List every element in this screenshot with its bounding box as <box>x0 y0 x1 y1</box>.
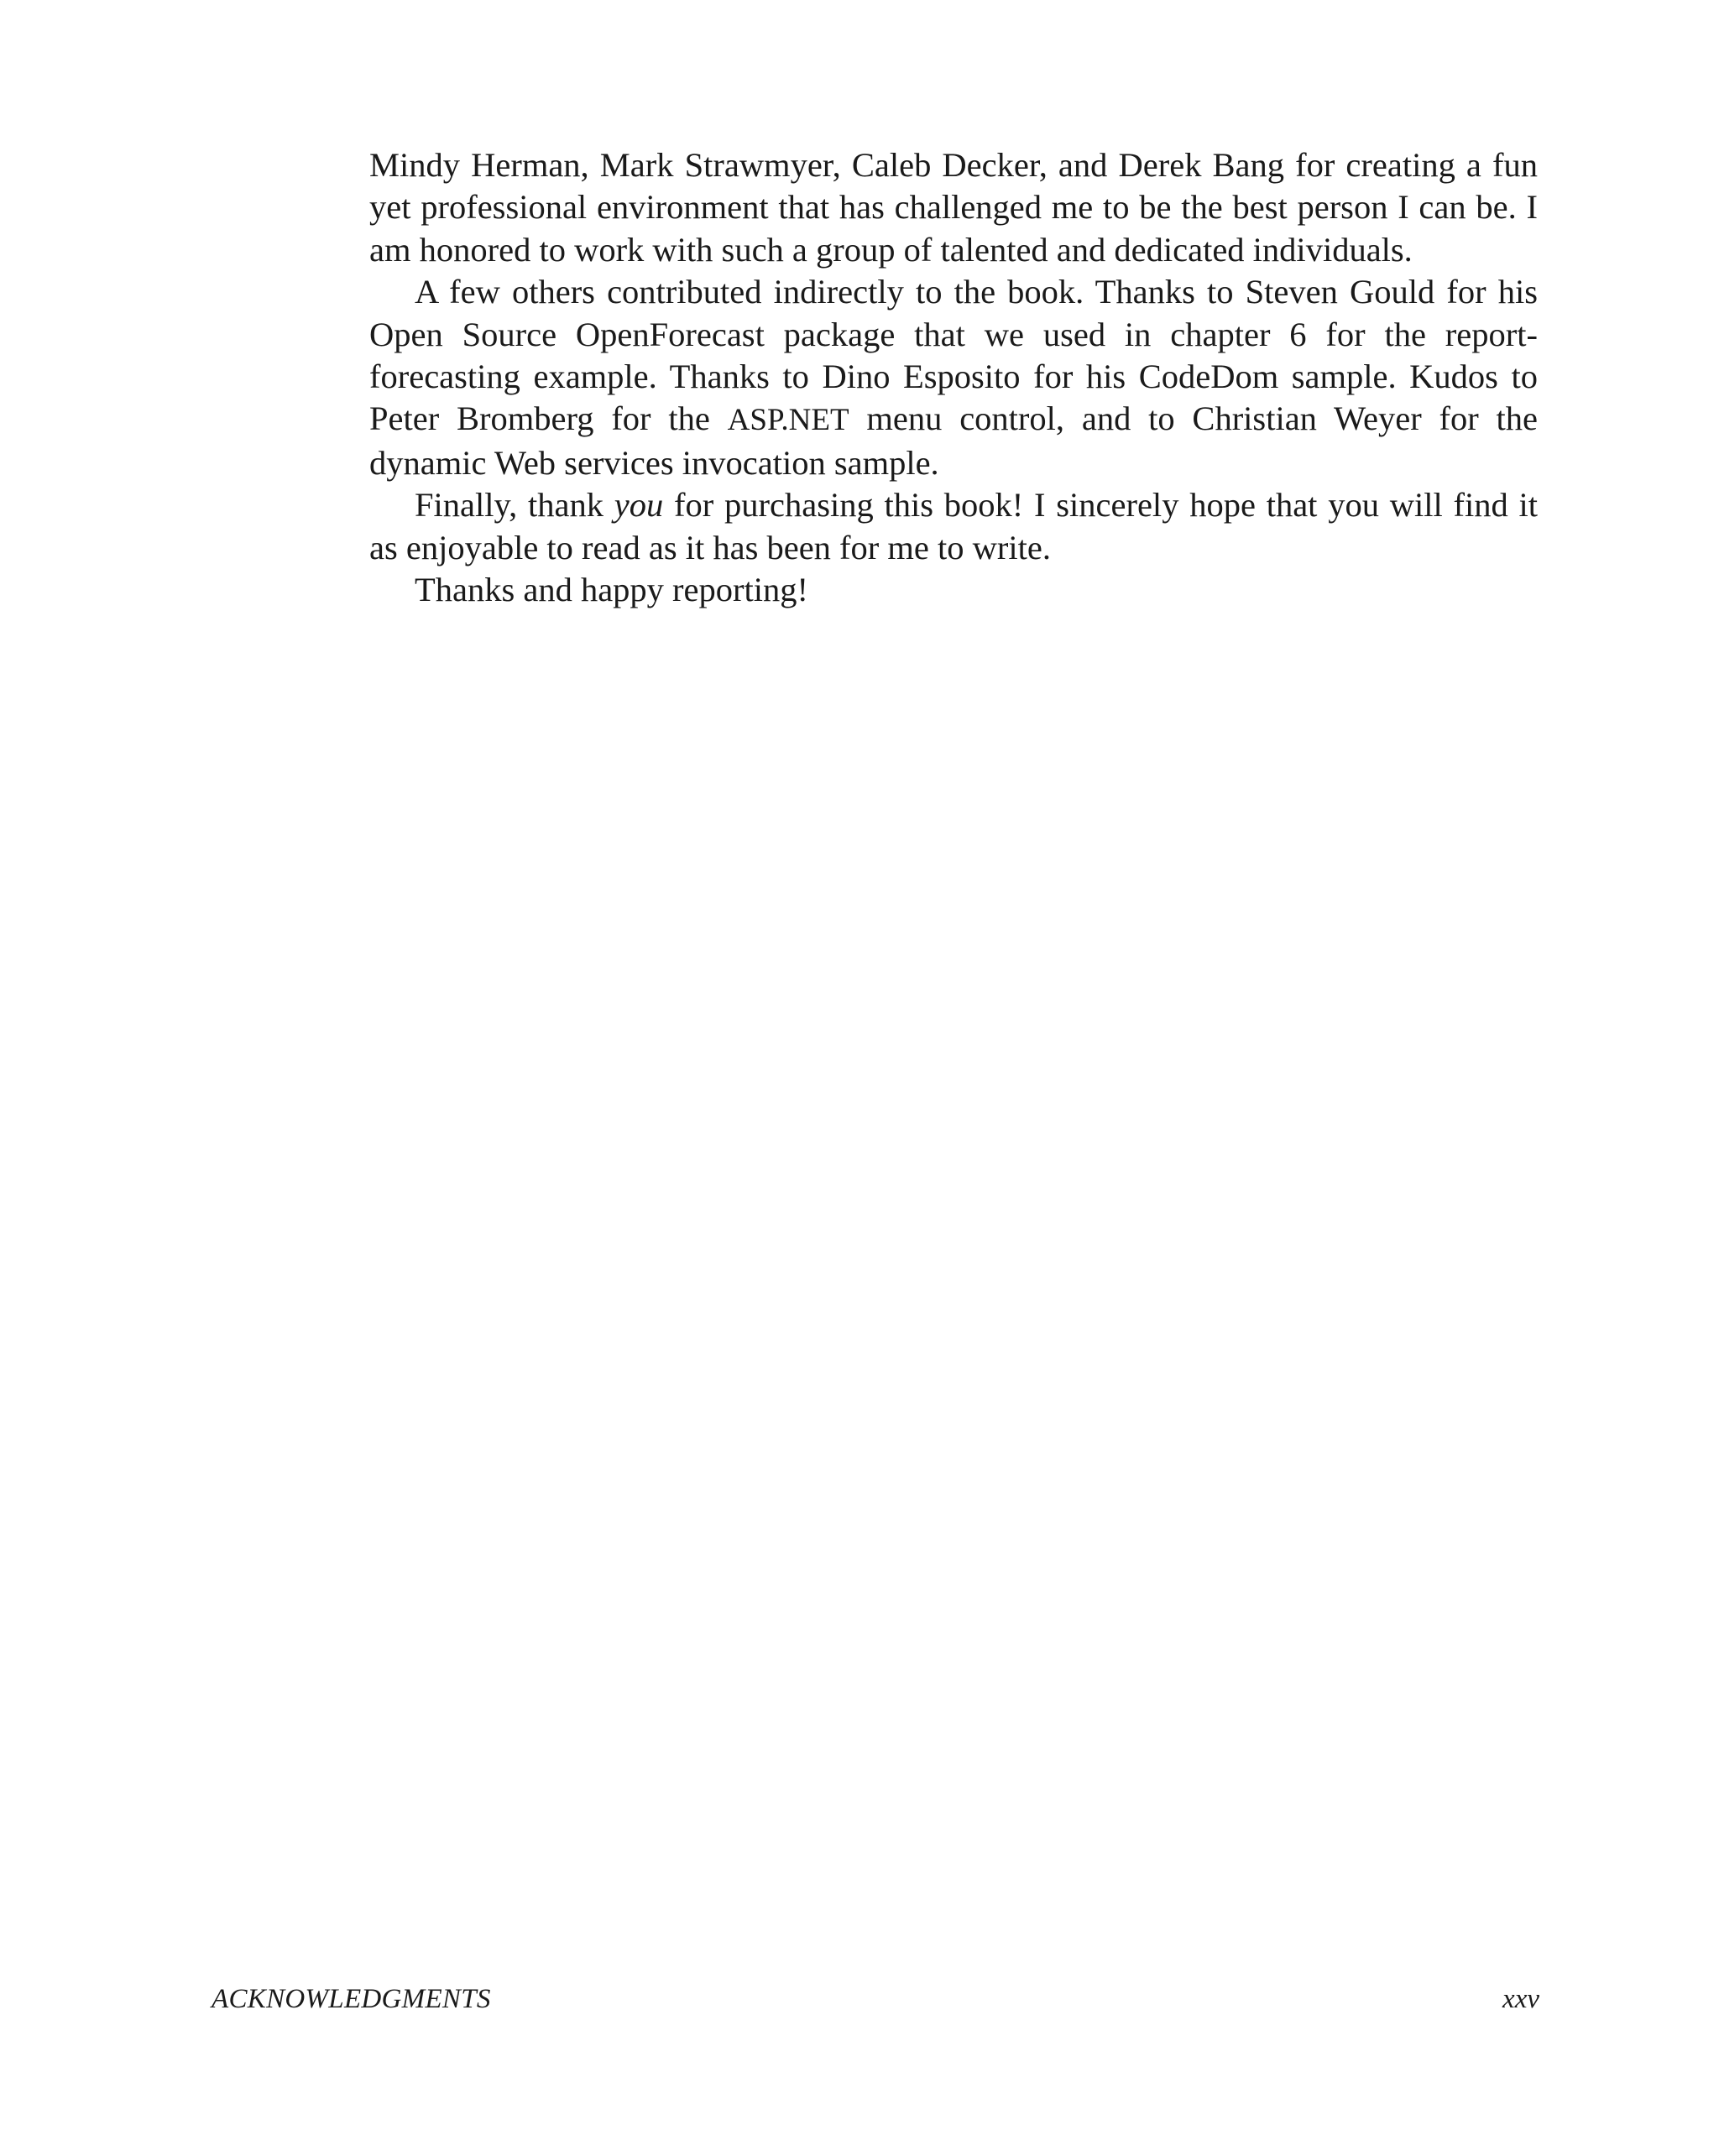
paragraph-3-part-b: for purchasing this book! I sincerely hope that you will find it as enjoyable to read as it has been for me to write. <box>369 486 1538 566</box>
paragraph-2-part-b: menu control, and to Christian Weyer for the dynamic Web services invocation sample. <box>369 399 1538 482</box>
asp-net-term: ASP.NET <box>727 403 849 438</box>
emphasis-you: you <box>614 486 664 525</box>
page-number: xxv <box>1502 1984 1539 2014</box>
paragraph-2-part-a: A few others contributed indirectly to the book. Thanks to Steven Gould for his Open Source OpenForecast package that we used in chapter 6 for the report-forecasting example. Thanks to Dino Esposito for his CodeDom sample. Kudos to Peter Bromberg for the <box>369 273 1538 438</box>
paragraph-1: Mindy Herman, Mark Strawmyer, Caleb Decker, and Derek Bang for creating a fun yet professional environment that has challenged me to be the best person I can be. I am honored to work with such a group of talented and dedicated individuals. <box>369 146 1538 269</box>
paragraph-4: Thanks and happy reporting! <box>415 571 808 609</box>
paragraph-3-part-a: Finally, thank <box>415 486 614 525</box>
running-footer-section: ACKNOWLEDGMENTS <box>212 1984 491 2014</box>
body-text <box>369 144 1538 611</box>
paragraph-2 <box>369 271 1538 484</box>
paragraph-3 <box>369 484 1538 569</box>
